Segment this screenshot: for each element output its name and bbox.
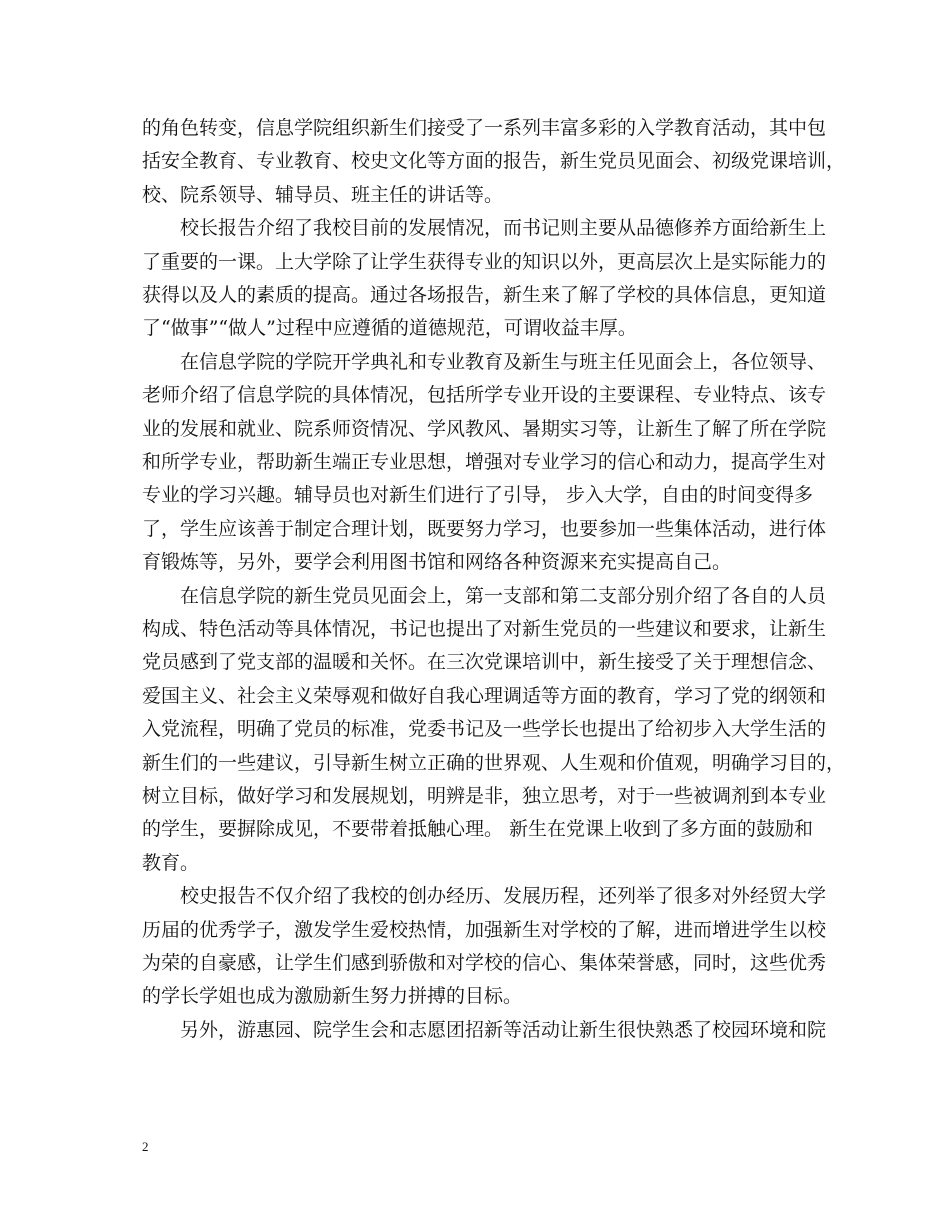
- text-line: 构成、特色活动等具体情况，书记也提出了对新生党员的一些建议和要求，让新生: [142, 618, 827, 640]
- text-line: 在信息学院的学院开学典礼和专业教育及新生与班主任见面会上，各位领导、: [180, 350, 827, 373]
- text-line: 历届的优秀学子，激发学生爱校热情，加强新生对学校的了解，进而增进学生以校: [142, 918, 827, 941]
- text-line: 新生们的一些建议，引导新生树立正确的世界观、人生观和价值观，明确学习目的，: [142, 751, 846, 774]
- text-line: 括安全教育、专业教育、校史文化等方面的报告，新生党员见面会、初级党课培训，: [142, 150, 846, 173]
- text-line: 的学生，要摒除成见，不要带着抵触心理。 新生在党课上收到了多方面的鼓励和: [142, 818, 814, 841]
- text-line: 和所学专业，帮助新生端正专业思想，增强对专业学习的信心和动力，提高学生对: [142, 451, 827, 473]
- text-line: 了“做事”“做人”过程中应遵循的道德规范，可谓收益丰厚。: [142, 317, 637, 340]
- text-line: 教育。: [142, 851, 200, 874]
- text-line: 爱国主义、社会主义荣辱观和做好自我心理调适等方面的教育，学习了党的纲领和: [142, 684, 827, 707]
- text-line: 了，学生应该善于制定合理计划，既要努力学习，也要参加一些集体活动，进行体: [142, 517, 827, 540]
- text-line: 业的发展和就业、院系师资情况、学风教风、暑期实习等，让新生了解了所在学院: [142, 417, 827, 440]
- text-line: 为荣的自豪感，让学生们感到骄傲和对学校的信心、集体荣誉感，同时，这些优秀: [142, 952, 827, 974]
- text-line: 专业的学习兴趣。辅导员也对新生们进行了引导， 步入大学，自由的时间变得多: [142, 484, 814, 507]
- text-line: 党员感到了党支部的温暖和关怀。在三次党课培训中，新生接受了关于理想信念、: [142, 651, 827, 674]
- text-line: 在信息学院的新生党员见面会上，第一支部和第二支部分别介绍了各自的人员: [180, 584, 827, 607]
- text-line: 校长报告介绍了我校目前的发展情况，而书记则主要从品德修养方面给新生上: [180, 217, 827, 240]
- page-number: 2: [142, 1139, 149, 1154]
- text-line: 获得以及人的素质的提高。通过各场报告，新生来了解了学校的具体信息，更知道: [142, 284, 827, 306]
- text-line: 了重要的一课。上大学除了让学生获得专业的知识以外，更高层次上是实际能力的: [142, 250, 827, 273]
- text-line: 树立目标，做好学习和发展规划，明辨是非，独立思考，对于一些被调剂到本专业: [142, 785, 827, 807]
- text-line: 育锻炼等，另外，要学会利用图书馆和网络各种资源来充实提高自己。: [142, 551, 732, 574]
- text-line: 老师介绍了信息学院的具体情况，包括所学专业开设的主要课程、专业特点、该专: [142, 384, 827, 407]
- text-line: 校史报告不仅介绍了我校的创办经历、发展历程，还列举了很多对外经贸大学: [180, 885, 827, 908]
- text-line: 另外，游惠园、院学生会和志愿团招新等活动让新生很快熟悉了校园环境和院: [180, 1018, 827, 1041]
- text-line: 的角色转变，信息学院组织新生们接受了一系列丰富多彩的入学教育活动，其中包: [142, 117, 827, 139]
- text-line: 入党流程，明确了党员的标准，党委书记及一些学长也提出了给初步入大学生活的: [142, 718, 827, 741]
- text-line: 校、院系领导、辅导员、班主任的讲话等。: [142, 183, 504, 206]
- text-line: 的学长学姐也成为激励新生努力拼搏的目标。: [142, 985, 523, 1008]
